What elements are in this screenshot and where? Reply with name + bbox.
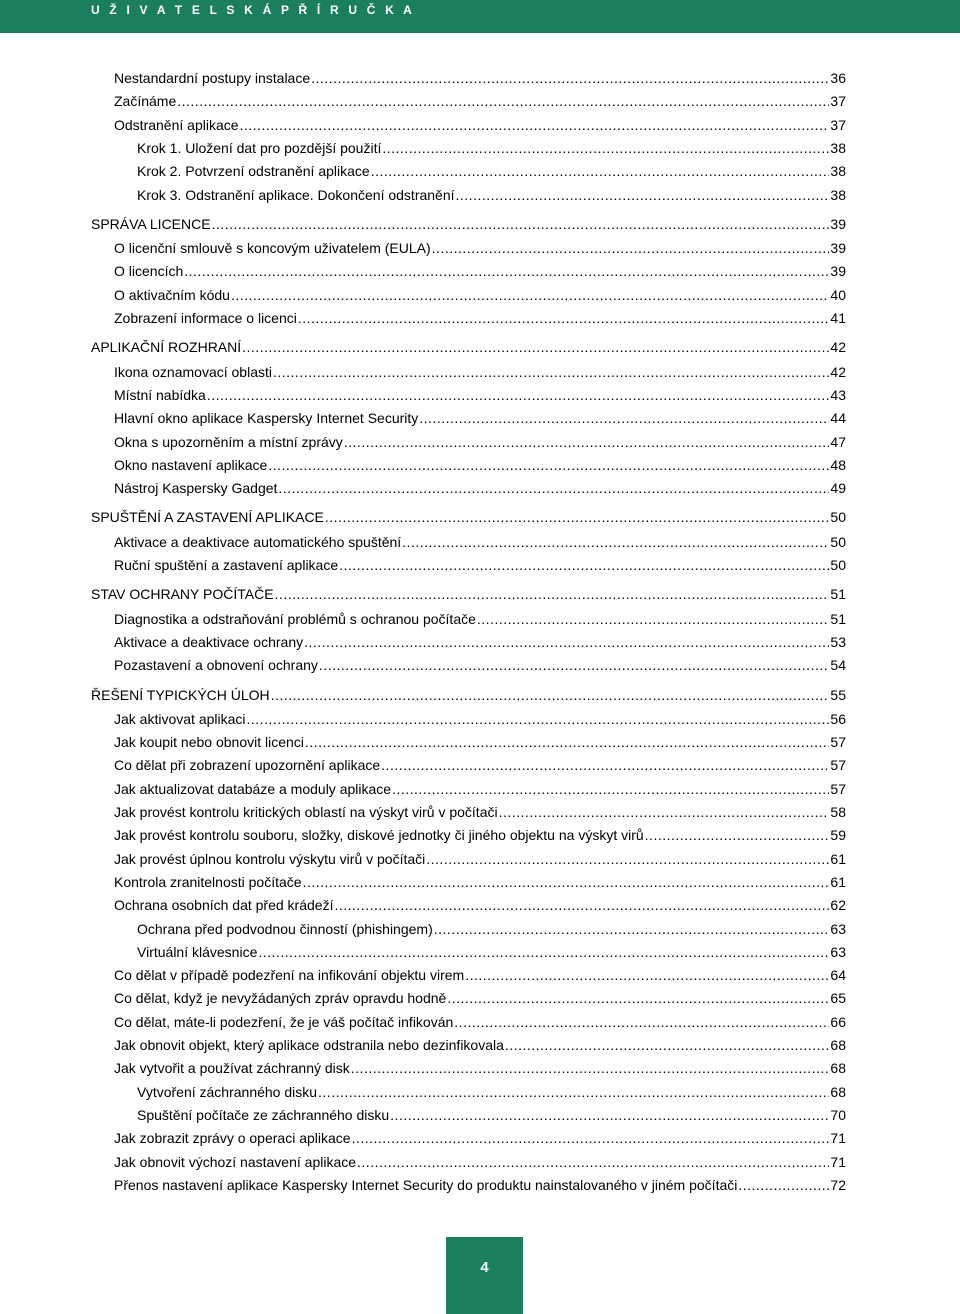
toc-dot-leader	[311, 68, 829, 88]
toc-entry-page: 57	[830, 780, 846, 797]
toc-dot-leader	[392, 779, 829, 799]
toc-dot-leader	[477, 609, 830, 629]
toc-dot-leader	[318, 1082, 829, 1102]
toc-entry-title: Ikona oznamovací oblasti	[114, 363, 272, 380]
toc-entry-page: 58	[830, 804, 846, 820]
toc-dot-leader	[499, 802, 830, 822]
toc-dot-leader	[645, 825, 830, 845]
toc-entry[interactable]	[0, 802, 960, 822]
toc-dot-leader	[447, 988, 829, 1008]
toc-dot-leader	[465, 965, 829, 985]
toc-entry-title: Kontrola zranitelnosti počítače	[114, 873, 302, 890]
toc-entry-page: 61	[830, 850, 846, 867]
toc-entry-page: 66	[830, 1013, 846, 1030]
toc-entry-title: Aktivace a deaktivace ochrany	[114, 633, 304, 650]
toc-dot-leader	[351, 1058, 830, 1078]
toc-entry-title: Co dělat v případě podezření na infikování objektu virem	[114, 967, 465, 984]
toc-entry-page: 63	[830, 943, 846, 960]
toc-entry-page: 44	[830, 410, 846, 427]
toc-entry-page: 71	[830, 1153, 846, 1170]
toc-entry-page: 40	[830, 286, 846, 303]
toc-entry-title: O licencích	[114, 263, 184, 280]
toc-entry-title: Místní nabídka	[114, 386, 206, 403]
toc-entry-page: 37	[830, 116, 846, 133]
toc-entry-page: 36	[830, 70, 846, 86]
toc-entry-title: Vytvoření záchranného disku	[137, 1083, 318, 1100]
toc-entry-title: Jak provést kontrolu kritických oblastí na výskyt virů v počítači	[114, 804, 498, 820]
toc-entry[interactable]	[0, 779, 960, 799]
toc-entry-page: 51	[830, 586, 846, 603]
toc-entry-title: Nestandardní postupy instalace	[114, 70, 311, 86]
toc-entry-page: 39	[830, 215, 846, 232]
toc-dot-leader	[240, 115, 830, 135]
toc-entry-title: APLIKAČNÍ ROZHRANÍ	[91, 339, 242, 356]
toc-entry-page: 38	[830, 139, 846, 156]
toc-entry[interactable]	[0, 261, 960, 281]
toc-entry-page: 57	[830, 734, 846, 751]
toc-entry[interactable]	[0, 478, 960, 498]
toc-entry-title: Diagnostika a odstraňování problémů s ochranou počítače	[114, 610, 476, 627]
toc-entry[interactable]	[0, 988, 960, 1008]
toc-entry[interactable]	[0, 138, 960, 158]
toc-entry[interactable]	[0, 685, 960, 705]
header-title: U Ž I V A T E L S K Á P Ř Í R U Č K A	[91, 3, 415, 17]
toc-entry-page: 64	[830, 967, 846, 984]
toc-entry-page: 43	[830, 386, 846, 403]
toc-entry[interactable]	[0, 185, 960, 205]
toc-entry[interactable]	[0, 68, 960, 88]
toc-dot-leader	[432, 238, 830, 258]
toc-entry[interactable]	[0, 532, 960, 552]
toc-dot-leader	[456, 185, 830, 205]
toc-entry[interactable]	[0, 337, 960, 357]
toc-dot-leader	[426, 849, 829, 869]
toc-dot-leader	[738, 1175, 829, 1195]
toc-entry-page: 42	[830, 363, 846, 380]
toc-dot-leader	[275, 584, 830, 604]
toc-entry-title: Aktivace a deaktivace automatického spuštění	[114, 533, 402, 550]
toc-dot-leader	[325, 507, 830, 527]
toc-entry-page: 68	[830, 1060, 846, 1077]
toc-entry[interactable]	[0, 965, 960, 985]
toc-entry[interactable]	[0, 455, 960, 475]
page-number: 4	[480, 1259, 489, 1276]
toc-entry[interactable]	[0, 115, 960, 135]
toc-entry-title: SPRÁVA LICENCE	[91, 215, 211, 232]
toc-entry-title: Nástroj Kaspersky Gadget	[114, 480, 278, 497]
toc-entry[interactable]	[0, 238, 960, 258]
toc-entry-page: 50	[830, 533, 846, 550]
toc-dot-leader	[247, 709, 830, 729]
toc-dot-leader	[273, 362, 829, 382]
toc-dot-leader	[339, 555, 829, 575]
toc-dot-leader	[382, 138, 829, 158]
toc-entry[interactable]	[0, 1128, 960, 1148]
toc-entry[interactable]	[0, 385, 960, 405]
toc-entry[interactable]	[0, 849, 960, 869]
toc-dot-leader	[390, 1105, 829, 1125]
toc-entry-page: 71	[830, 1130, 846, 1147]
toc-entry-title: Jak aktivovat aplikaci	[114, 710, 246, 727]
toc-entry-page: 50	[830, 557, 846, 573]
toc-entry-title: Krok 2. Potvrzení odstranění aplikace	[137, 163, 370, 180]
toc-entry-page: 56	[830, 710, 846, 727]
toc-entry[interactable]	[0, 1082, 960, 1102]
toc-entry-title: O licenční smlouvě s koncovým uživatelem (EULA)	[114, 240, 431, 257]
toc-entry[interactable]	[0, 362, 960, 382]
toc-entry-title: Hlavní okno aplikace Kaspersky Internet Security	[114, 410, 419, 427]
toc-dot-leader	[278, 478, 829, 498]
toc-dot-leader	[207, 385, 830, 405]
toc-dot-leader	[303, 872, 830, 892]
toc-entry-title: Ochrana před podvodnou činností (phishingem)	[137, 920, 433, 937]
toc-dot-leader	[352, 1128, 830, 1148]
toc-dot-leader	[271, 685, 830, 705]
toc-entry[interactable]	[0, 895, 960, 915]
toc-entry-title: ŘEŠENÍ TYPICKÝCH ÚLOH	[91, 686, 270, 703]
toc-entry-title: Virtuální klávesnice	[137, 943, 258, 960]
toc-dot-leader	[371, 161, 830, 181]
toc-entry-page: 62	[830, 897, 846, 914]
toc-dot-leader	[298, 308, 830, 328]
toc-entry-title: Co dělat, máte-li podezření, že je váš počítač infikován	[114, 1013, 454, 1030]
toc-entry[interactable]	[0, 91, 960, 111]
toc-entry[interactable]	[0, 632, 960, 652]
toc-entry-title: Přenos nastavení aplikace Kaspersky Internet Security do produktu nainstalovaného v jiném počítači	[114, 1176, 738, 1193]
page-number-box	[446, 1237, 523, 1314]
toc-entry-title: Ochrana osobních dat před krádeží	[114, 897, 334, 914]
toc-entry-title: Začínáme	[114, 93, 177, 110]
toc-dot-leader	[381, 755, 829, 775]
toc-entry-page: 57	[830, 757, 846, 774]
toc-entry-page: 41	[830, 310, 846, 326]
toc-dot-leader	[177, 91, 829, 111]
toc-entry-title: Okna s upozorněním a místní zprávy	[114, 433, 343, 450]
toc-entry[interactable]	[0, 1035, 960, 1055]
toc-entry[interactable]	[0, 1058, 960, 1078]
toc-entry-page: 39	[830, 263, 846, 280]
toc-entry-page: 65	[830, 990, 846, 1007]
toc-entry-page: 37	[830, 93, 846, 110]
toc-dot-leader	[419, 408, 829, 428]
toc-entry-page: 72	[830, 1176, 846, 1193]
toc-entry-page: 54	[830, 657, 846, 674]
toc-entry-title: Krok 3. Odstranění aplikace. Dokončení odstranění	[137, 186, 455, 203]
toc-entry[interactable]	[0, 1175, 960, 1195]
toc-entry-title: Krok 1. Uložení dat pro pozdější použití	[137, 139, 382, 156]
toc-entry[interactable]	[0, 1012, 960, 1032]
toc-entry-page: 55	[830, 686, 846, 703]
toc-dot-leader	[505, 1035, 830, 1055]
toc-dot-leader	[212, 214, 830, 234]
toc-entry-page: 63	[830, 920, 846, 937]
toc-entry-page: 38	[830, 186, 846, 203]
toc-dot-leader	[334, 895, 829, 915]
toc-entry[interactable]	[0, 732, 960, 752]
toc-dot-leader	[268, 455, 829, 475]
toc-entry-page: 68	[830, 1083, 846, 1100]
toc-entry-page: 61	[830, 873, 846, 890]
toc-entry-title: Co dělat, když je nevyžádaných zpráv opravdu hodně	[114, 990, 447, 1007]
toc-entry-title: Okno nastavení aplikace	[114, 456, 268, 473]
toc-entry[interactable]	[0, 709, 960, 729]
toc-entry-page: 47	[830, 433, 846, 450]
toc-dot-leader	[231, 285, 829, 305]
toc-entry-page: 48	[830, 456, 846, 473]
toc-entry-page: 50	[830, 509, 846, 526]
toc-entry-title: STAV OCHRANY POČÍTAČE	[91, 586, 274, 603]
toc-entry-title: Jak provést úplnou kontrolu výskytu virů v počítači	[114, 850, 426, 867]
toc-dot-leader	[319, 655, 830, 675]
toc-entry[interactable]	[0, 161, 960, 181]
header-bar	[0, 0, 960, 33]
toc-entry-page: 70	[830, 1106, 846, 1123]
toc-entry-title: Jak aktualizovat databáze a moduly aplikace	[114, 780, 392, 797]
toc-entry[interactable]	[0, 308, 960, 328]
toc-entry[interactable]	[0, 609, 960, 629]
toc-entry[interactable]	[0, 919, 960, 939]
toc-entry-title: Jak koupit nebo obnovit licenci	[114, 734, 304, 751]
toc-entry-title: Odstranění aplikace	[114, 116, 239, 133]
toc-dot-leader	[184, 261, 829, 281]
toc-entry-title: Spuštění počítače ze záchranného disku	[137, 1106, 390, 1123]
toc-dot-leader	[305, 732, 830, 752]
toc-entry[interactable]	[0, 214, 960, 234]
toc-entry-title: Jak obnovit objekt, který aplikace odstranila nebo dezinfikovala	[114, 1037, 504, 1053]
toc-entry-page: 53	[830, 633, 846, 650]
toc-entry-title: Co dělat při zobrazení upozornění aplikace	[114, 757, 381, 774]
toc-entry[interactable]	[0, 1105, 960, 1125]
toc-entry-title: Jak provést kontrolu souboru, složky, diskové jednotky či jiného objektu na výskyt virů	[114, 827, 644, 844]
toc-entry-page: 42	[830, 339, 846, 356]
toc-entry-title: Zobrazení informace o licenci	[114, 310, 297, 326]
toc-entry[interactable]	[0, 1152, 960, 1172]
toc-dot-leader	[304, 632, 829, 652]
toc-entry[interactable]	[0, 825, 960, 845]
toc-entry-page: 38	[830, 163, 846, 180]
toc-entry-title: Ruční spuštění a zastavení aplikace	[114, 557, 339, 573]
toc-dot-leader	[357, 1152, 829, 1172]
toc-dot-leader	[402, 532, 829, 552]
toc-entry-page: 39	[830, 240, 846, 257]
toc-entry[interactable]	[0, 432, 960, 452]
toc-entry-title: SPUŠTĚNÍ A ZASTAVENÍ APLIKACE	[91, 509, 324, 526]
toc-entry[interactable]	[0, 655, 960, 675]
toc-entry-title: Jak obnovit výchozí nastavení aplikace	[114, 1153, 357, 1170]
toc-entry[interactable]	[0, 555, 960, 575]
toc-entry[interactable]	[0, 285, 960, 305]
toc-dot-leader	[344, 432, 830, 452]
toc-entry-title: Jak zobrazit zprávy o operaci aplikace	[114, 1130, 351, 1147]
toc-dot-leader	[454, 1012, 829, 1032]
toc-entry[interactable]	[0, 507, 960, 527]
toc-entry-title: O aktivačním kódu	[114, 286, 230, 303]
toc-entry[interactable]	[0, 942, 960, 962]
toc-entry[interactable]	[0, 584, 960, 604]
toc-entry-page: 59	[830, 827, 846, 844]
toc-entry-title: Pozastavení a obnovení ochrany	[114, 657, 318, 674]
toc-entry[interactable]	[0, 872, 960, 892]
toc-dot-leader	[434, 919, 830, 939]
toc-dot-leader	[242, 337, 829, 357]
toc-entry[interactable]	[0, 755, 960, 775]
toc-entry-page: 68	[830, 1037, 846, 1053]
toc-entry-title: Jak vytvořit a používat záchranný disk	[114, 1060, 350, 1077]
toc-entry-page: 51	[830, 610, 846, 627]
toc-entry[interactable]	[0, 408, 960, 428]
toc-dot-leader	[258, 942, 829, 962]
toc-entry-page: 49	[830, 480, 846, 497]
